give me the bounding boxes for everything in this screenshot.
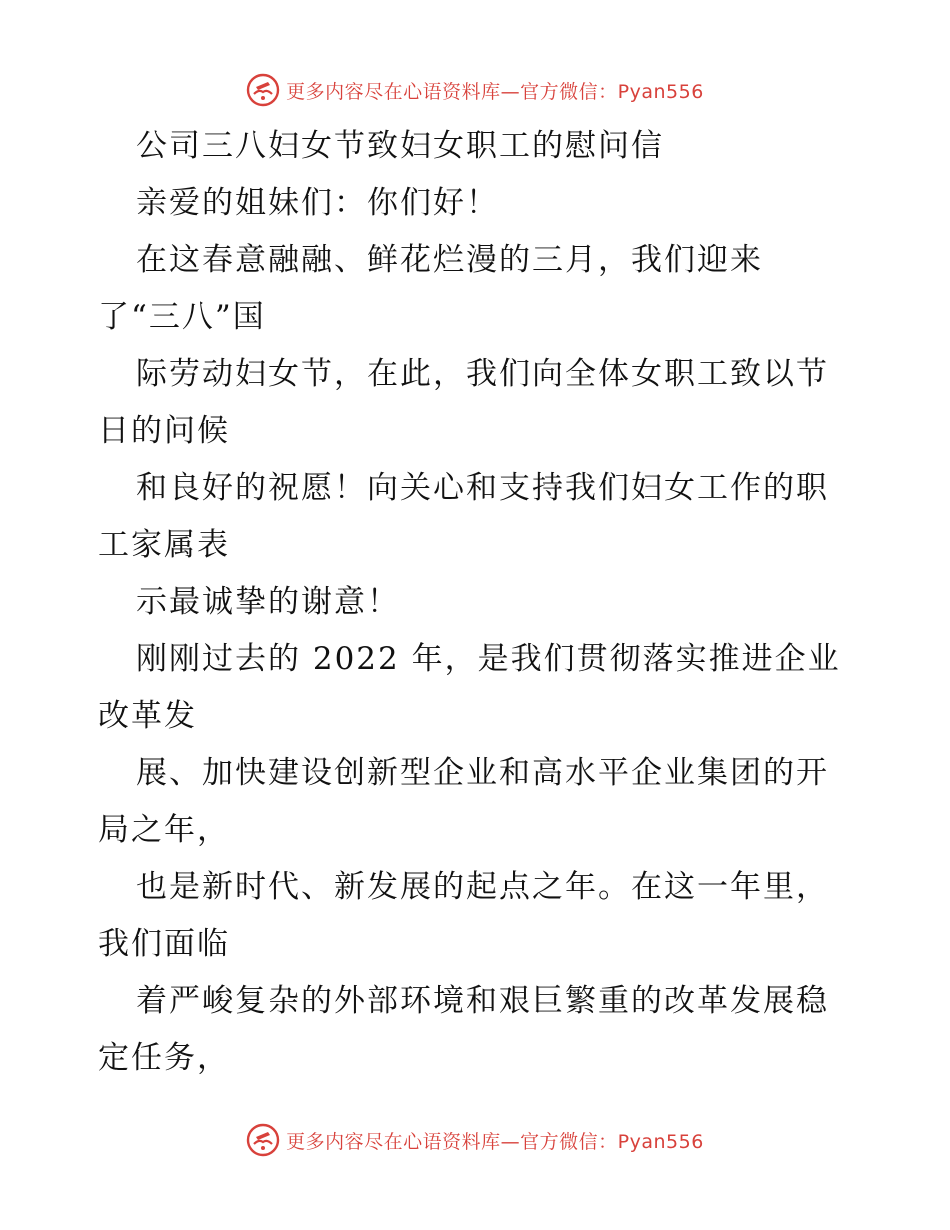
- text-line: 着严峻复杂的外部环境和艰巨繁重的改革发展稳: [136, 983, 829, 1019]
- text-line: 了“三八”国: [98, 299, 266, 335]
- watermark-banner-bottom: [0, 1120, 950, 1160]
- text-line: 也是新时代、新发展的起点之年。在这一年里，: [136, 869, 829, 905]
- watermark-text-top: 更多内容尽在心语资料库—官方微信：Pyan556: [286, 80, 704, 103]
- text-line: 我们面临: [98, 926, 230, 962]
- watermark-text-bottom: 更多内容尽在心语资料库—官方微信：Pyan556: [286, 1130, 704, 1153]
- text-line: 刚刚过去的 2022 年，是我们贯彻落实推进企业: [136, 641, 841, 677]
- letter-body: [98, 118, 858, 1087]
- text-line: 展、加快建设创新型企业和高水平企业集团的开: [136, 755, 829, 791]
- book-logo-icon: [246, 73, 280, 107]
- text-line: 改革发: [98, 698, 197, 734]
- text-line: 亲爱的姐妹们：你们好！: [136, 185, 499, 221]
- text-line: 工家属表: [98, 527, 230, 563]
- text-line: 和良好的祝愿！向关心和支持我们妇女工作的职: [136, 470, 829, 506]
- text-line: 日的问候: [98, 413, 230, 449]
- text-line: 公司三八妇女节致妇女职工的慰问信: [136, 128, 664, 164]
- text-line: 局之年，: [98, 812, 230, 848]
- watermark-banner-top: [0, 70, 950, 110]
- text-line: 际劳动妇女节，在此，我们向全体女职工致以节: [136, 356, 829, 392]
- text-line: 在这春意融融、鲜花烂漫的三月，我们迎来: [136, 242, 763, 278]
- text-line: 示最诚挚的谢意！: [136, 584, 400, 620]
- text-line: 定任务，: [98, 1040, 230, 1076]
- book-logo-icon: [246, 1123, 280, 1157]
